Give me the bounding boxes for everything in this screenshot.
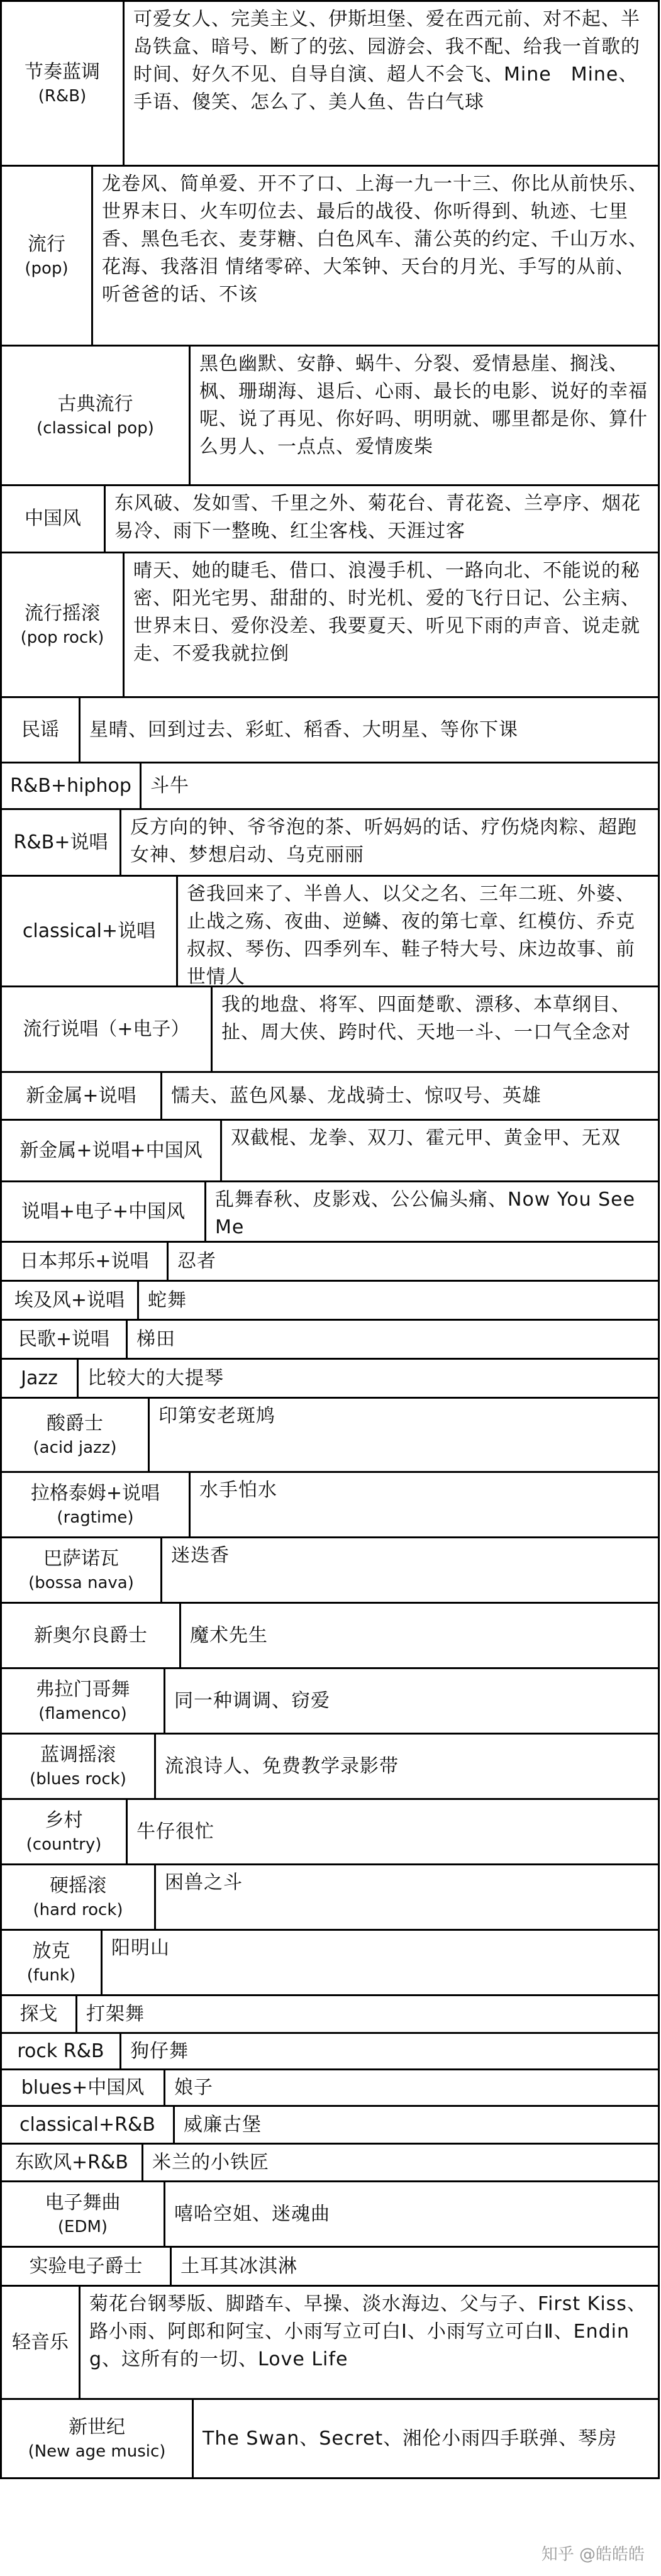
table-row (0, 2246, 660, 2285)
genre-name: blues+中国风 (21, 2076, 145, 2099)
songs-cell (128, 1800, 658, 1863)
songs-cell (191, 1473, 658, 1536)
genre-cell (2, 2070, 165, 2105)
genre-cell (2, 1931, 103, 1994)
songs-cell (162, 1538, 658, 1602)
genre-name: 流行说唱（+电子） (23, 1018, 190, 1040)
genre-english-name: (funk) (26, 1965, 76, 1985)
table-row (0, 1071, 660, 1119)
song-list: 困兽之斗 (165, 1872, 243, 1894)
song-list: 乱舞春秋、皮影戏、公公偏头痛、Now You See Me (215, 1189, 636, 1238)
genre-english-name: (ragtime) (57, 1507, 134, 1527)
genre-cell (2, 2, 125, 165)
song-list: 同一种调调、窃爱 (174, 1689, 330, 1712)
genre-name: 民歌+说唱 (18, 1328, 110, 1350)
songs-cell (181, 1604, 658, 1667)
genre-cell (2, 2034, 121, 2068)
genre-cell (2, 1121, 222, 1180)
song-list: 米兰的小铁匠 (152, 2151, 269, 2174)
genre-english-name: (blues rock) (30, 1769, 126, 1789)
song-list: 双截棍、龙拳、双刀、霍元甲、黄金甲、无双 (231, 1127, 621, 1149)
table-row (0, 696, 660, 762)
table-row (0, 875, 660, 985)
table-row (0, 1994, 660, 2032)
genre-name: 古典流行 (57, 392, 133, 415)
songs-cell (142, 763, 658, 808)
song-list: 星晴、回到过去、彩虹、稻香、大明星、等你下课 (89, 718, 518, 741)
watermark-text: 知乎 @皓皓皓 (541, 2545, 645, 2564)
songs-cell (121, 810, 658, 875)
genre-english-name: (EDM) (57, 2217, 108, 2236)
songs-cell (169, 1243, 658, 1280)
table-row (0, 808, 660, 875)
genre-cell (2, 1360, 79, 1397)
song-list: 牛仔很忙 (136, 1820, 214, 1843)
song-list: 懦夫、蓝色风暴、龙战骑士、惊叹号、英雄 (171, 1084, 542, 1107)
genre-name: 探戈 (19, 2002, 58, 2025)
table-row (0, 165, 660, 345)
table-row (0, 985, 660, 1071)
genre-english-name: (New age music) (28, 2441, 166, 2461)
table-row (0, 2398, 660, 2479)
songs-cell (81, 2287, 658, 2398)
table-row (0, 762, 660, 808)
genre-cell (2, 2107, 175, 2143)
genre-name: 轻音乐 (12, 2331, 69, 2353)
songs-cell (213, 987, 658, 1071)
songs-cell (143, 2145, 658, 2180)
song-list: 龙卷风、简单爱、开不了口、上海一九一十三、你比从前快乐、世界末日、火车叨位去、最后的战役、你听得到、轨迹、七里香、黑色毛衣、麦芽糖、白色风车、蒲公英的约定、千山万水、花海、我落泪 情绪零碎、大笨钟、天台的月光、手写的从前、听爸爸的话、不该 (102, 173, 648, 306)
songs-cell (165, 1669, 658, 1733)
songs-cell (106, 486, 658, 552)
genre-cell (2, 2400, 194, 2477)
songs-cell (81, 698, 658, 762)
song-list: 可爱女人、完美主义、伊斯坦堡、爱在西元前、对不起、半岛铁盒、暗号、断了的弦、园游会、我不配、给我一首歌的时间、好久不见、自导自演、超人不会飞、Mine Mine、手语、傻笑、怎么了、美人鱼、告白气球 (133, 8, 640, 113)
genre-name: Jazz (21, 1367, 58, 1389)
genre-cell (2, 1865, 156, 1929)
song-list: 水手怕水 (199, 1479, 277, 1501)
songs-cell (156, 1865, 658, 1929)
genre-cell (2, 810, 121, 875)
genre-name: rock R&B (17, 2040, 104, 2062)
genre-cell (2, 2287, 81, 2398)
genre-name: 日本邦乐+说唱 (19, 1250, 149, 1272)
songs-cell (79, 1360, 658, 1397)
genre-name: 节奏蓝调 (25, 60, 100, 83)
songs-cell (178, 877, 658, 985)
song-list: 比较大的大提琴 (87, 1367, 224, 1389)
songs-cell (121, 2034, 658, 2068)
songs-cell (206, 1182, 658, 1241)
table-row (0, 2143, 660, 2180)
table-row (0, 0, 660, 165)
genre-english-name: (country) (26, 1835, 102, 1854)
genre-name: 新世纪 (69, 2416, 125, 2438)
genre-name: 说唱+电子+中国风 (21, 1200, 186, 1223)
genre-cell (2, 1604, 181, 1667)
table-row (0, 1536, 660, 1602)
genre-cell (2, 1735, 156, 1798)
genre-cell (2, 553, 125, 696)
song-list: 流浪诗人、免费教学录影带 (165, 1755, 399, 1777)
table-row (0, 1863, 660, 1929)
songs-cell (165, 2070, 658, 2105)
genre-english-name: (pop rock) (20, 628, 104, 647)
table-row (0, 1241, 660, 1280)
watermark (539, 2541, 647, 2565)
genre-cell (2, 1282, 139, 1319)
song-list: 印第安老斑鸠 (158, 1405, 275, 1427)
table-row (0, 1119, 660, 1180)
genre-cell (2, 1243, 169, 1280)
genre-cell (2, 987, 213, 1071)
song-list: 反方向的钟、爷爷泡的茶、听妈妈的话、疗伤烧肉粽、超跑女神、梦想启动、乌克丽丽 (130, 816, 637, 866)
songs-cell (150, 1399, 658, 1471)
song-list: 魔术先生 (190, 1624, 268, 1646)
song-list: 斗牛 (150, 774, 189, 797)
songs-cell (139, 1282, 658, 1319)
table-row (0, 2285, 660, 2398)
genre-cell (2, 1996, 77, 2032)
table-row (0, 552, 660, 696)
genre-name: classical+R&B (19, 2113, 155, 2136)
song-list: 黑色幽默、安静、蜗牛、分裂、爱情悬崖、搁浅、枫、珊瑚海、退后、心雨、最长的电影、说好的幸福呢、说了再见、你好吗、明明就、哪里都是你、算什么男人、一点点、爱情废柴 (199, 353, 648, 458)
table-row (0, 1319, 660, 1358)
genre-cell (2, 167, 93, 345)
genre-cell (2, 877, 178, 985)
songs-cell (103, 1931, 658, 1994)
table-row (0, 1667, 660, 1733)
genre-name: 拉格泰姆+说唱 (30, 1482, 160, 1504)
table-row (0, 1397, 660, 1471)
genre-name: 中国风 (25, 508, 81, 530)
genre-name: 埃及风+说唱 (14, 1289, 125, 1311)
table-row (0, 2105, 660, 2143)
genre-cell (2, 1182, 206, 1241)
genre-english-name: (classical pop) (36, 418, 154, 438)
song-list: 打架舞 (86, 2002, 145, 2025)
genre-name: 新奥尔良爵士 (34, 1624, 147, 1646)
table-row (0, 1733, 660, 1798)
song-list: The Swan、Secret、湘伦小雨四手联弹、琴房 (203, 2427, 618, 2450)
genre-name: 实验电子爵士 (29, 2255, 143, 2277)
songs-cell (125, 553, 658, 696)
table-row (0, 2180, 660, 2246)
genre-english-name: (R&B) (38, 86, 87, 106)
genre-cell (2, 1073, 162, 1119)
songs-cell (191, 347, 658, 484)
genre-name: R&B+说唱 (13, 831, 108, 853)
genre-name: classical+说唱 (22, 919, 156, 942)
table-row (0, 1602, 660, 1667)
genre-cell (2, 698, 81, 762)
genre-name: 流行 (28, 233, 65, 255)
table-row (0, 1471, 660, 1536)
genre-cell (2, 486, 106, 552)
song-list: 迷迭香 (171, 1545, 230, 1567)
table-row (0, 2032, 660, 2068)
songs-cell (175, 2107, 658, 2143)
song-list: 菊花台钢琴版、脚踏车、早操、淡水海边、父与子、First Kiss、路小雨、阿郎和阿宝、小雨写立可白Ⅰ、小雨写立可白Ⅱ、Ending、这所有的一切、Love Life (89, 2293, 647, 2370)
song-list: 忍者 (177, 1250, 216, 1272)
genre-name: 弗拉门哥舞 (35, 1678, 130, 1701)
song-list: 狗仔舞 (130, 2040, 189, 2062)
songs-cell (222, 1121, 658, 1180)
genre-name: 新金属+说唱 (26, 1084, 136, 1107)
genre-cell (2, 763, 142, 808)
song-list: 晴天、她的睫毛、借口、浪漫手机、一路向北、不能说的秘密、阳光宅男、甜甜的、时光机、爱的飞行日记、公主病、世界末日、爱你没差、我要夏天、听见下雨的声音、说走就走、不爱我就拉倒 (133, 560, 640, 665)
song-list: 威廉古堡 (184, 2113, 262, 2136)
genre-name: 民谣 (21, 718, 59, 741)
table-row (0, 1358, 660, 1397)
genre-name: 蓝调摇滚 (40, 1743, 116, 1766)
genre-name: 东欧风+R&B (15, 2151, 128, 2174)
genre-cell (2, 1538, 162, 1602)
songs-cell (162, 1073, 658, 1119)
table-row (0, 1280, 660, 1319)
genre-cell (2, 1669, 165, 1733)
genre-cell (2, 1399, 150, 1471)
table-row (0, 1929, 660, 1994)
genre-name: 电子舞曲 (45, 2191, 121, 2214)
table-row (0, 1180, 660, 1241)
genre-cell (2, 1800, 128, 1863)
table-row (0, 2068, 660, 2105)
genre-english-name: (acid jazz) (33, 1438, 117, 1457)
genre-name: 巴萨诺瓦 (43, 1547, 119, 1570)
songs-cell (194, 2400, 658, 2477)
genre-cell (2, 2145, 143, 2180)
songs-cell (165, 2182, 658, 2246)
table-row (0, 484, 660, 552)
songs-cell (172, 2248, 658, 2285)
genre-name: 乡村 (45, 1809, 83, 1831)
song-list: 梯田 (136, 1328, 175, 1350)
genre-cell (2, 2182, 165, 2246)
genre-name: 新金属+说唱+中国风 (19, 1139, 203, 1162)
genre-name: 硬摇滚 (50, 1874, 106, 1897)
song-list: 嘻哈空姐、迷魂曲 (174, 2202, 330, 2225)
genre-name: 放克 (32, 1940, 70, 1962)
songs-cell (156, 1735, 658, 1798)
song-list: 阳明山 (111, 1937, 170, 1959)
genre-english-name: (hard rock) (33, 1900, 123, 1919)
songs-cell (77, 1996, 658, 2032)
songs-cell (128, 1321, 658, 1358)
genre-cell (2, 1321, 128, 1358)
genre-cell (2, 2248, 172, 2285)
genre-cell (2, 1473, 191, 1536)
genre-name: 流行摇滚 (25, 602, 100, 625)
table-row (0, 1798, 660, 1863)
genre-cell (2, 347, 191, 484)
song-list: 娘子 (174, 2076, 213, 2099)
genre-english-name: (flamenco) (38, 1704, 127, 1723)
song-list: 土耳其冰淇淋 (181, 2255, 297, 2277)
songs-cell (125, 2, 658, 165)
songs-cell (93, 167, 658, 345)
song-list: 爸我回来了、半兽人、以父之名、三年二班、外婆、止战之殇、夜曲、逆鳞、夜的第七章、红模仿、乔克叔叔、琴伤、四季列车、鞋子特大号、床边故事、前世情人 (187, 883, 635, 985)
song-list: 蛇舞 (148, 1289, 187, 1311)
table-row (0, 345, 660, 484)
genre-name: 酸爵士 (47, 1412, 103, 1435)
song-list: 我的地盘、将军、四面楚歌、漂移、本草纲目、扯、周大侠、跨时代、天地一斗、一口气全念对 (221, 994, 631, 1043)
genre-english-name: (pop) (25, 258, 69, 278)
genre-english-name: (bossa nava) (28, 1573, 134, 1592)
genre-name: R&B+hiphop (10, 774, 131, 797)
song-list: 东风破、发如雪、千里之外、菊花台、青花瓷、兰亭序、烟花易冷、雨下一整晚、红尘客栈、天涯过客 (114, 492, 641, 542)
